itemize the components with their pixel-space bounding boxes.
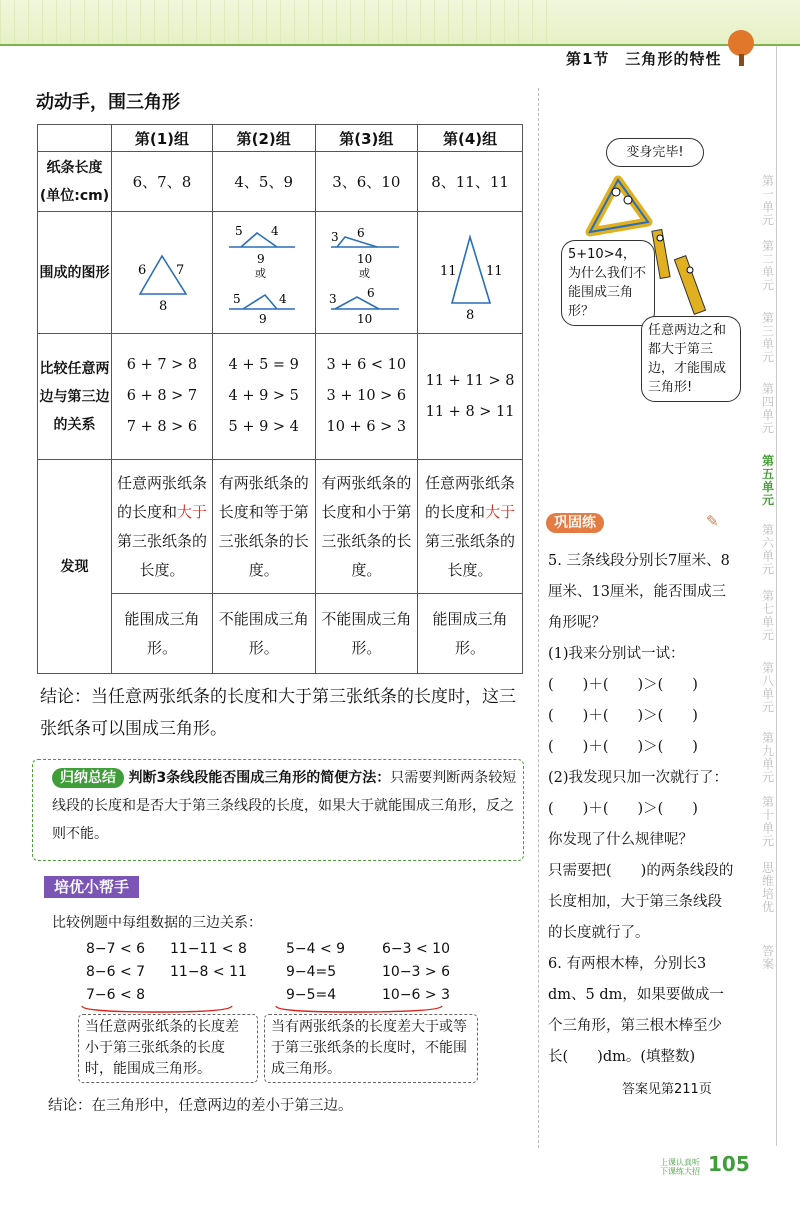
length-cell: 4、5、9 [212, 152, 315, 212]
header-line [0, 44, 800, 46]
side-tab[interactable]: 第三单元 [761, 311, 774, 364]
side-tab[interactable]: 第六单元 [761, 523, 774, 576]
helper-left-list: 8−7 < 6 11−11 < 8 8−6 < 7 11−8 < 11 7−6 < 8 [86, 941, 247, 1003]
side-tab[interactable]: 第四单元 [761, 382, 774, 435]
side-tab[interactable]: 思维培优 [761, 861, 774, 914]
finding-cell: 有两张纸条的长度和等于第三张纸条的长度。 [212, 460, 315, 594]
result-cell: 能围成三角形。 [418, 594, 523, 674]
helper-box-right: 当有两张纸条的长度差大于或等于第三张纸条的长度时，不能围成三角形。 [264, 1014, 478, 1083]
q5-part1: (1)我来分别试一试： [548, 646, 685, 662]
relation-cell: 4 + 5 = 9 4 + 9 > 5 5 + 9 > 4 [212, 334, 315, 460]
svg-text:4: 4 [270, 223, 279, 238]
finding-cell: 任意两张纸条的长度和大于第三张纸条的长度。 [112, 460, 213, 594]
svg-text:9: 9 [258, 311, 267, 326]
svg-text:7: 7 [175, 262, 185, 278]
line-figure-3 [317, 215, 415, 327]
side-tab[interactable]: 第一单元 [761, 174, 774, 227]
speech-bubble-1: 变身完毕! [606, 138, 704, 167]
footer-slogan: 上课认真听 下课练大招 [660, 1158, 700, 1176]
shape-cell [315, 212, 418, 334]
side-tab[interactable]: 第十单元 [761, 795, 774, 848]
side-tab[interactable]: 第八单元 [761, 661, 774, 714]
q5-text: 5. 三条线段分别长7厘米、8厘米、13厘米，能否围成三角形呢？ [548, 553, 730, 631]
svg-text:10: 10 [357, 251, 373, 266]
finding-cell: 有两张纸条的长度和小于第三张纸条的长度。 [315, 460, 418, 594]
svg-text:或: 或 [359, 266, 371, 280]
summary-bold: 判断3条线段能否围成三角形的简便方法： [128, 770, 391, 786]
shape-cell [418, 212, 523, 334]
summary-body: 只需要判断两条较短线段的长度和是否大于第三条线段的长度，如果大于就能围成三角形，反之则不能。 [52, 770, 517, 842]
blank-row[interactable]: ( )＋( )＞( ) [548, 708, 698, 724]
triangle-figure-1 [114, 216, 210, 326]
answer-ref: 答案见第211页 [622, 1082, 712, 1097]
relation-cell: 3 + 6 < 10 3 + 10 > 6 10 + 6 > 3 [315, 334, 418, 460]
summary-text [52, 764, 520, 848]
result-cell: 不能围成三角形。 [212, 594, 315, 674]
finding-cell: 任意两张纸条的长度和大于第三张纸条的长度。 [418, 460, 523, 594]
header-band [0, 0, 800, 46]
activity-table [37, 124, 523, 674]
svg-text:8: 8 [466, 307, 475, 323]
col-header: 第(4)组 [418, 125, 523, 152]
activity-conclusion: 结论：当任意两张纸条的长度和大于第三张纸条的长度时，这三张纸条可以围成三角形。 [40, 687, 516, 739]
q5-part2: (2)我发现只加一次就行了： [548, 770, 729, 786]
helper-conclusion: 结论：在三角形中，任意两边的差小于第三边。 [48, 1098, 353, 1114]
svg-text:10: 10 [357, 311, 373, 326]
helper-badge-wrap [44, 876, 139, 897]
stick-robots [650, 220, 720, 320]
col-header: 第(1)组 [112, 125, 213, 152]
corner-cell [38, 125, 112, 152]
svg-text:3: 3 [329, 291, 337, 306]
activity-title: 动动手，围三角形 [36, 92, 180, 113]
svg-text:6: 6 [137, 262, 147, 278]
q5-fill[interactable]: 只需要把( )的两条线段的长度相加，大于第三条线段的长度就行了。 [548, 863, 734, 941]
practice-body [548, 546, 734, 1073]
row-header-compare: 比较任意两边与第三边的关系 [38, 334, 112, 460]
practice-badge-wrap [546, 512, 604, 532]
blank-row[interactable]: ( )＋( )＞( ) [548, 677, 698, 693]
triangle-figure-4 [420, 215, 520, 327]
row-header-finding: 发现 [38, 460, 112, 674]
side-tab[interactable]: 答案 [761, 944, 774, 971]
svg-text:5: 5 [234, 223, 243, 238]
q5-rule: 你发现了什么规律呢？ [548, 832, 693, 848]
svg-text:6: 6 [357, 225, 365, 240]
svg-text:11: 11 [440, 263, 457, 279]
col-header: 第(2)组 [212, 125, 315, 152]
q6-text[interactable]: 6. 有两根木棒，分别长3 dm、5 dm，如果要做成一个三角形，第三根木棒至少长( )dm。(填整数) [548, 956, 724, 1065]
helper-badge: 培优小帮手 [44, 876, 139, 898]
svg-text:6: 6 [367, 285, 375, 300]
side-tab[interactable]: 第二单元 [761, 239, 774, 292]
column-divider [538, 88, 540, 1148]
pencil-icon: ✎ [706, 512, 719, 530]
svg-text:或: 或 [254, 266, 266, 280]
speech-bubble-3: 任意两边之和都大于第三边，才能围成三角形! [641, 316, 741, 402]
practice-badge: 巩固练 [546, 513, 604, 533]
svg-text:9: 9 [256, 251, 265, 266]
svg-text:3: 3 [331, 229, 339, 244]
section-title: 第1节 三角形的特性 [566, 50, 722, 68]
result-cell: 不能围成三角形。 [315, 594, 418, 674]
side-tab[interactable]: 第五单元 [761, 454, 774, 507]
tree-trunk [739, 54, 744, 66]
length-cell: 3、6、10 [315, 152, 418, 212]
length-cell: 6、7、8 [112, 152, 213, 212]
tree-icon [728, 30, 754, 56]
line-figure-2 [215, 215, 313, 327]
relation-cell: 6 + 7 > 8 6 + 8 > 7 7 + 8 > 6 [112, 334, 213, 460]
helper-right-list: 5−4 < 9 6−3 < 10 9−4=5 10−3 > 6 9−5=4 10−6 > 3 [286, 941, 450, 1003]
result-cell: 能围成三角形。 [112, 594, 213, 674]
svg-text:5: 5 [232, 291, 241, 306]
relation-cell: 11 + 11 > 8 11 + 8 > 11 [418, 334, 523, 460]
blank-row[interactable]: ( )＋( )＞( ) [548, 739, 698, 755]
row-header-length: 纸条长度(单位:cm) [38, 152, 112, 212]
side-tab[interactable]: 第七单元 [761, 589, 774, 642]
side-tab[interactable]: 第九单元 [761, 731, 774, 784]
row-header-shape: 围成的图形 [38, 212, 112, 334]
svg-text:8: 8 [158, 298, 168, 314]
col-header: 第(3)组 [315, 125, 418, 152]
summary-badge: 归纳总结 [52, 768, 124, 788]
shape-cell [212, 212, 315, 334]
speech-bubble-2: 5+10>4，为什么我们不能围成三角形？ [561, 240, 655, 326]
length-cell: 8、11、11 [418, 152, 523, 212]
helper-box-left: 当任意两张纸条的长度差小于第三张纸条的长度时，能围成三角形。 [78, 1014, 258, 1083]
helper-intro: 比较例题中每组数据的三边关系： [52, 915, 262, 931]
shape-cell [112, 212, 213, 334]
svg-text:4: 4 [278, 291, 287, 306]
svg-text:11: 11 [486, 263, 503, 279]
page-number: 105 [708, 1152, 750, 1176]
blank-row[interactable]: ( )＋( )＞( ) [548, 801, 698, 817]
